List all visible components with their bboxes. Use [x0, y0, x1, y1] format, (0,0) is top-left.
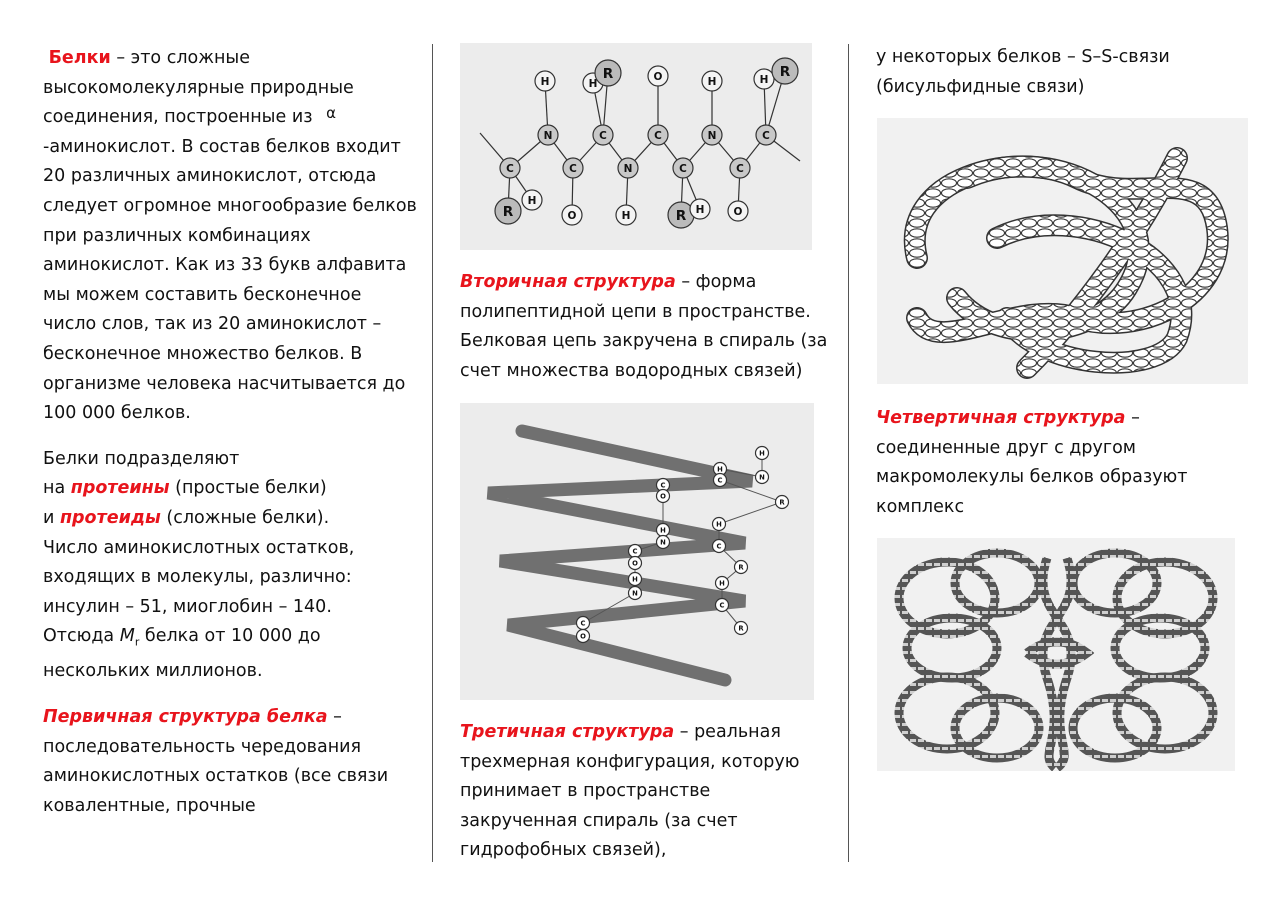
- svg-text:C: C: [632, 547, 638, 556]
- term-secondary-structure: Вторичная структура: [460, 272, 676, 292]
- helix-node-right: [756, 471, 769, 484]
- svg-text:H: H: [759, 449, 765, 458]
- helix-node-left: [629, 573, 642, 586]
- svg-text:H: H: [759, 73, 769, 86]
- svg-text:C: C: [660, 481, 666, 490]
- term-primary-structure: Первичная структура белка: [43, 706, 328, 727]
- svg-text:R: R: [779, 63, 791, 80]
- residue-count-text: Число аминокислотных остатков, входящих в молекулы, различно: инсулин – 51, миоглобин – 140.: [43, 537, 355, 617]
- side-atom-top: [595, 60, 621, 86]
- helix-node-right: [735, 561, 748, 574]
- backbone-atom-lower: [673, 158, 693, 178]
- column-divider-1: [432, 44, 433, 862]
- backbone-atom-upper: [702, 125, 722, 145]
- helix-node-right: [756, 447, 769, 460]
- svg-text:R: R: [502, 203, 514, 220]
- svg-text:H: H: [588, 77, 598, 90]
- svg-text:C: C: [717, 476, 723, 485]
- term-tertiary-structure: Третичная структура: [460, 722, 675, 742]
- svg-text:N: N: [543, 129, 553, 142]
- backbone-atom-lower: [730, 158, 750, 178]
- helix-node-left: [629, 587, 642, 600]
- helix-node-right: [713, 518, 726, 531]
- svg-text:C: C: [654, 129, 662, 142]
- backbone-atom-lower: [563, 158, 583, 178]
- side-atom-bottom: [495, 198, 521, 224]
- term-proteins-simple: протеины: [70, 478, 170, 499]
- primary-structure-figure: [460, 43, 812, 250]
- backbone-atom-upper: [648, 125, 668, 145]
- helix-node-right: [776, 496, 789, 509]
- svg-text:H: H: [716, 520, 722, 529]
- helix-diagram: [460, 403, 814, 700]
- backbone-atom-lower: [618, 158, 638, 178]
- svg-text:R: R: [675, 207, 687, 224]
- svg-text:H: H: [717, 465, 723, 474]
- secondary-structure-block: Вторичная структура – форма полипептидной цепи в пространстве. Белковая цепь закручена в спираль (за счет множества водородных связей): [460, 272, 828, 381]
- backbone-atom-upper: [756, 125, 776, 145]
- helix-node-right: [735, 622, 748, 635]
- svg-text:H: H: [540, 75, 550, 88]
- side-atom-bottom: [690, 199, 710, 219]
- mass-symbol: M: [119, 626, 135, 647]
- svg-text:C: C: [762, 129, 770, 142]
- side-atom-bottom: [728, 201, 748, 221]
- helix-node-right: [716, 577, 729, 590]
- svg-text:O: O: [632, 559, 638, 568]
- helix-backbone: [488, 431, 752, 680]
- svg-text:C: C: [736, 162, 744, 175]
- svg-text:O: O: [567, 209, 577, 222]
- svg-text:H: H: [632, 575, 638, 584]
- side-atom-top: [702, 71, 722, 91]
- column-divider-2: [848, 44, 849, 862]
- svg-text:C: C: [599, 129, 607, 142]
- term-proteins-general: Белки: [48, 48, 111, 68]
- svg-text:H: H: [621, 209, 631, 222]
- svg-text:C: C: [719, 601, 725, 610]
- primary-structure-paragraph: Первичная структура белка – последовательность чередования аминокислотных остатков (все связи ковалентные, прочные: [43, 706, 389, 816]
- svg-text:N: N: [660, 538, 666, 547]
- helix-node-right: [716, 599, 729, 612]
- helix-node-left: [629, 557, 642, 570]
- svg-text:N: N: [759, 473, 765, 482]
- svg-text:C: C: [569, 162, 577, 175]
- quaternary-structure-block: Четвертичная структура – соединенные друг с другом макромолекулы белков образуют комплекс: [876, 408, 1188, 517]
- intro-paragraph: Белки – это сложные высокомолекулярные природные соединения, построенные из α-аминокислот. В состав белков входит 20 различных аминокислот, отсюда следует огромное многообразие белков при различных комбинациях аминокислот. Как из 33 букв алфавита мы можем составить бесконечное число слов, так из 20 аминокислот – бесконечное множество белков. В организме человека насчитывается до 100 000 белков.: [43, 48, 417, 424]
- alpha-symbol: α: [326, 104, 336, 123]
- side-atom-top: [754, 69, 774, 89]
- svg-text:C: C: [679, 162, 687, 175]
- svg-text:N: N: [707, 129, 717, 142]
- helix-node-left: [657, 490, 670, 503]
- svg-text:C: C: [580, 619, 586, 628]
- svg-text:H: H: [527, 194, 537, 207]
- svg-text:H: H: [719, 579, 725, 588]
- svg-text:R: R: [738, 624, 744, 633]
- svg-text:C: C: [506, 162, 514, 175]
- helix-node-left: [577, 630, 590, 643]
- svg-text:R: R: [779, 498, 785, 507]
- classification-paragraph: Белки подразделяют на протеины (простые белки) и протеиды (сложные белки). Число аминокислотных остатков, входящих в молекулы, различно: инсулин – 51, миоглобин – 140. Отсюда $M_r$ белка от 10 000 до нескольких миллионов.: [43, 448, 355, 682]
- quaternary-structure-figure: [877, 538, 1235, 771]
- tertiary-structure-figure: [877, 118, 1248, 384]
- svg-text:R: R: [738, 563, 744, 572]
- side-atom-bottom: [616, 205, 636, 225]
- side-atom-bottom: [562, 205, 582, 225]
- column-left: [43, 44, 418, 821]
- svg-text:O: O: [653, 70, 663, 83]
- peptide-chain-diagram: [460, 43, 812, 250]
- helix-node-left: [577, 617, 590, 630]
- tertiary-coil-diagram: [877, 118, 1248, 384]
- helix-node-right: [713, 540, 726, 553]
- side-atom-top: [772, 58, 798, 84]
- side-atom-bottom: [522, 190, 542, 210]
- svg-text:O: O: [660, 492, 666, 501]
- svg-text:H: H: [695, 203, 705, 216]
- svg-text:R: R: [602, 65, 614, 82]
- backbone-atom-lower: [500, 158, 520, 178]
- quaternary-complex-diagram: [877, 538, 1235, 771]
- secondary-structure-figure: [460, 403, 814, 700]
- svg-text:H: H: [707, 75, 717, 88]
- svg-text:N: N: [632, 589, 638, 598]
- helix-node-left: [657, 536, 670, 549]
- svg-text:C: C: [716, 542, 722, 551]
- helix-node-right: [714, 474, 727, 487]
- svg-text:O: O: [580, 632, 586, 641]
- helix-node-left: [657, 524, 670, 537]
- svg-text:H: H: [660, 526, 666, 535]
- backbone-atom-upper: [538, 125, 558, 145]
- svg-text:N: N: [623, 162, 633, 175]
- backbone-atom-upper: [593, 125, 613, 145]
- svg-text:O: O: [733, 205, 743, 218]
- term-proteids: протеиды: [59, 507, 161, 528]
- side-atom-top: [648, 66, 668, 86]
- tertiary-structure-block: Третичная структура – реальная трехмерная конфигурация, которую принимает в пространстве закрученная спираль (за счет гидрофобных связей),: [460, 722, 800, 861]
- disulfide-block: у некоторых белков – S–S-связи (бисульфидные связи): [876, 47, 1170, 97]
- term-quaternary-structure: Четвертичная структура: [876, 408, 1126, 428]
- helix-node-left: [629, 545, 642, 558]
- side-atom-top: [535, 71, 555, 91]
